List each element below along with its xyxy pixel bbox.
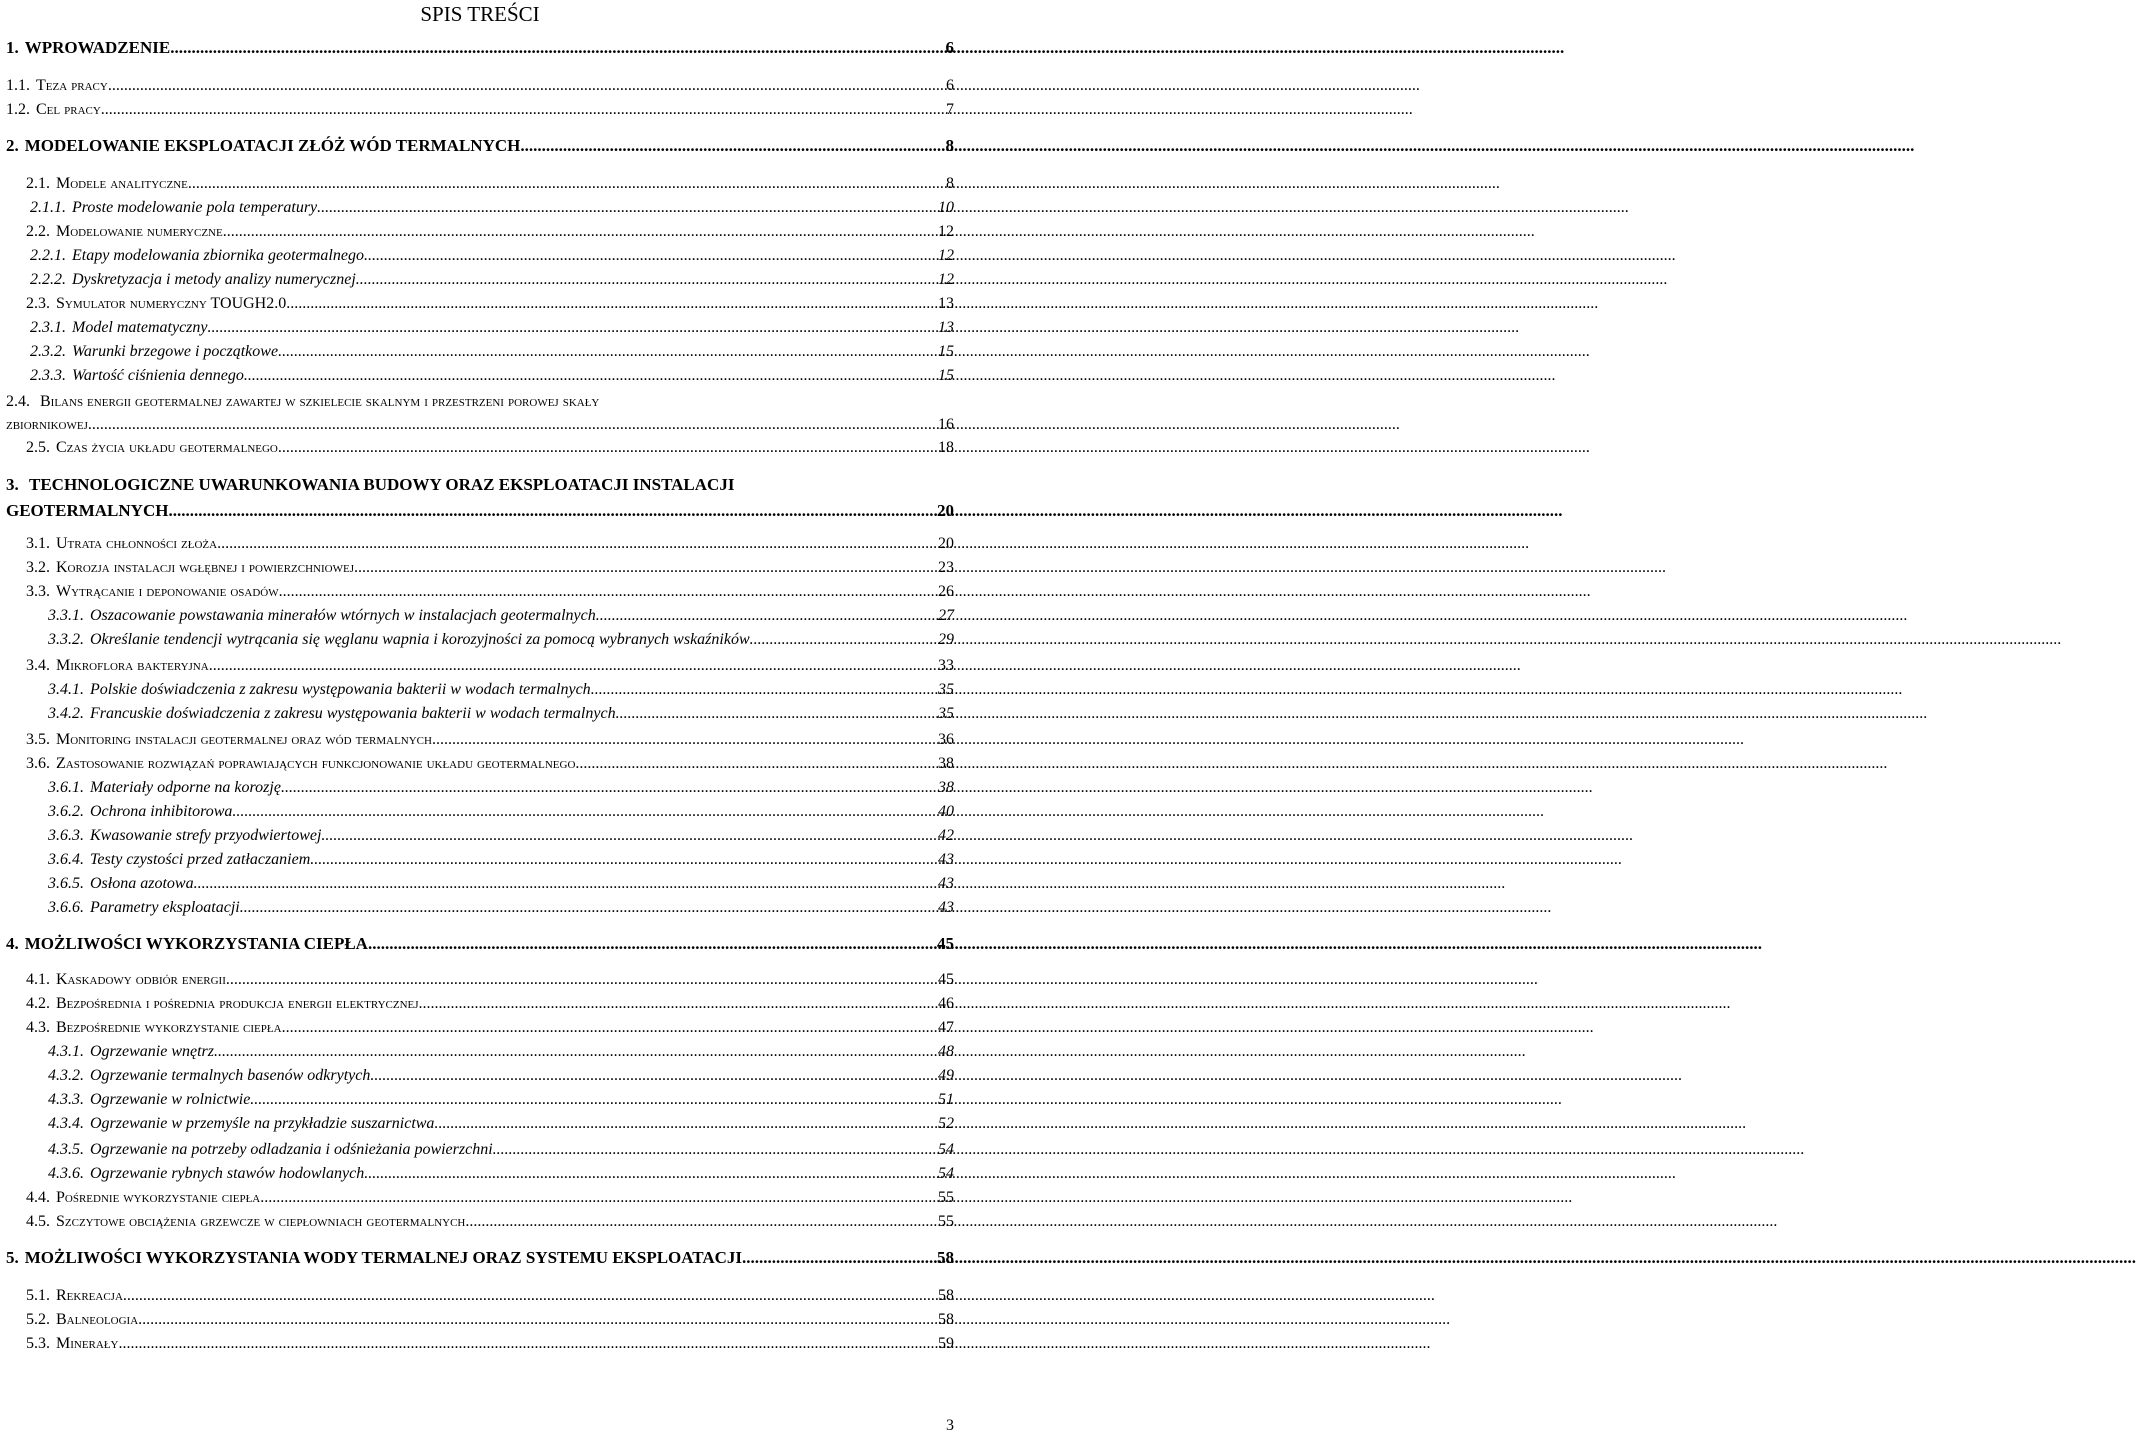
toc-leader-dots	[244, 366, 938, 386]
toc-entry-number: 4.3.5.	[48, 1141, 84, 1158]
toc-leader-dots	[520, 136, 945, 156]
toc-entry-number: 2.4.	[6, 393, 34, 410]
toc-entry-page: 43	[938, 875, 954, 892]
toc-entry[interactable]	[30, 342, 954, 362]
toc-entry-page: 45	[937, 934, 954, 953]
toc-leader-dots	[281, 778, 938, 798]
toc-entry-label: Wytrącanie i deponowanie osadów	[56, 583, 279, 600]
toc-leader-dots	[465, 1212, 938, 1232]
toc-entry-number: 1.	[6, 38, 19, 57]
toc-entry[interactable]	[26, 1286, 954, 1306]
toc-entry[interactable]	[48, 630, 954, 650]
toc-entry-page: 12	[938, 247, 954, 264]
toc-entry[interactable]	[26, 582, 954, 602]
toc-leader-dots	[170, 38, 945, 58]
toc-entry-label: Ogrzewanie wnętrz	[90, 1043, 214, 1060]
toc-leader-dots	[260, 1188, 938, 1208]
toc-entry-number: 4.5.	[26, 1213, 50, 1230]
toc-entry-number: 3.1.	[26, 535, 50, 552]
toc-entry-page: 13	[938, 295, 954, 312]
toc-entry-number: 5.	[6, 1248, 19, 1267]
toc-leader-dots	[194, 874, 938, 894]
toc-entry-label: MOŻLIWOŚCI WYKORZYSTANIA WODY TERMALNEJ ORAZ SYSTEMU EKSPLOATACJI	[24, 1248, 743, 1267]
toc-leader-dots	[123, 1286, 938, 1306]
toc-leader-dots	[214, 1042, 938, 1062]
toc-entry-label: Materiały odporne na korozję	[90, 779, 281, 796]
toc-leader-dots	[168, 498, 937, 524]
toc-entry-page: 55	[938, 1189, 954, 1206]
toc-entry-label: Minerały	[56, 1335, 119, 1352]
toc-entry-page: 8	[946, 175, 954, 192]
toc-entry[interactable]	[26, 1212, 954, 1232]
toc-entry-page: 35	[938, 705, 954, 722]
toc-leader-dots	[321, 826, 938, 846]
toc-entry-label: Mikroflora bakteryjna	[56, 657, 209, 674]
toc-entry-label: Warunki brzegowe i początkowe	[72, 343, 279, 360]
toc-entry[interactable]	[48, 1140, 954, 1160]
toc-entry-page: 36	[938, 731, 954, 748]
toc-leader-dots	[616, 704, 938, 724]
toc-entry-number: 4.3.1.	[48, 1043, 84, 1060]
toc-leader-dots	[434, 1114, 938, 1134]
toc-entry-number: 3.3.2.	[48, 631, 84, 648]
toc-entry[interactable]	[6, 100, 954, 120]
toc-entry-page: 16	[938, 416, 954, 433]
toc-entry[interactable]	[26, 1018, 954, 1038]
toc-entry-page: 6	[945, 38, 954, 57]
toc-entry[interactable]	[26, 1310, 954, 1330]
toc-entry-page: 42	[938, 827, 954, 844]
toc-leader-dots	[223, 222, 938, 242]
toc-leader-dots	[432, 730, 938, 750]
toc-entry-page: 59	[938, 1335, 954, 1352]
toc-leader-dots	[419, 994, 938, 1014]
toc-entry-label: Oszacowanie powstawania minerałów wtórnych w instalacjach geotermalnych	[90, 607, 596, 624]
toc-entry[interactable]	[48, 1066, 954, 1086]
toc-entry-label: Modele analityczne	[56, 175, 188, 192]
toc-entry[interactable]	[26, 970, 954, 990]
toc-leader-dots	[119, 1334, 939, 1354]
toc-leader-dots	[286, 294, 938, 314]
toc-entry[interactable]	[30, 270, 954, 290]
toc-entry-number: 4.3.4.	[48, 1115, 84, 1132]
toc-entry[interactable]	[26, 294, 954, 314]
toc-entry-number: 4.3.2.	[48, 1067, 84, 1084]
toc-entry[interactable]	[26, 754, 954, 774]
toc-entry-label: Teza pracy	[36, 77, 108, 94]
toc-entry-number: 2.	[6, 136, 19, 155]
toc-entry[interactable]	[26, 438, 954, 458]
toc-entry-label: WPROWADZENIE	[24, 38, 171, 57]
toc-entry-number: 3.4.	[26, 657, 50, 674]
toc-leader-dots	[209, 656, 938, 676]
toc-entry-page: 49	[938, 1067, 954, 1084]
toc-entry-page: 40	[938, 803, 954, 820]
toc-entry-label: Parametry eksploatacji	[90, 899, 240, 916]
toc-entry-page: 58	[937, 1248, 954, 1267]
toc-entry-label: Kwasowanie strefy przyodwiertowej	[90, 827, 322, 844]
toc-entry-label: Wartość ciśnienia dennego	[72, 367, 244, 384]
toc-leader-dots	[282, 1018, 938, 1038]
toc-leader-dots	[354, 558, 938, 578]
toc-entry-number: 3.3.	[26, 583, 50, 600]
toc-entry-label: Pośrednie wykorzystanie ciepła	[56, 1189, 261, 1206]
toc-entry-number: 4.3.3.	[48, 1091, 84, 1108]
toc-entry-label: Polskie doświadczenia z zakresu występowania bakterii w wodach termalnych	[90, 681, 591, 698]
toc-entry-number: 4.1.	[26, 971, 50, 988]
toc-entry-label: Ogrzewanie termalnych basenów odkrytych	[90, 1067, 371, 1084]
toc-entry-label: Szczytowe obciążenia grzewcze w ciepłowniach geotermalnych	[56, 1213, 466, 1230]
toc-entry[interactable]	[48, 802, 954, 822]
toc-entry-label: Bezpośrednie wykorzystanie ciepła	[56, 1019, 282, 1036]
toc-entry-page: 54	[938, 1141, 954, 1158]
toc-entry[interactable]	[26, 558, 954, 578]
toc-entry-page: 45	[938, 971, 954, 988]
toc-leader-dots	[742, 1248, 937, 1268]
toc-entry-number: 3.6.3.	[48, 827, 84, 844]
toc-entry-label: Ochrona inhibitorowa	[90, 803, 233, 820]
toc-entry[interactable]	[6, 390, 954, 436]
toc-leader-dots	[226, 970, 938, 990]
toc-leader-dots	[493, 1140, 938, 1160]
toc-entry-number: 4.3.6.	[48, 1165, 84, 1182]
toc-entry[interactable]	[48, 826, 954, 846]
toc-entry-number: 4.	[6, 934, 19, 953]
toc-entry[interactable]	[6, 934, 954, 954]
toc-entry-page: 15	[938, 367, 954, 384]
toc-entry-label: TECHNOLOGICZNE UWARUNKOWANIA BUDOWY ORAZ EKSPLOATACJI INSTALACJI	[29, 475, 735, 494]
toc-entry[interactable]	[26, 994, 954, 1014]
toc-leader-dots	[750, 630, 938, 650]
toc-leader-dots	[278, 438, 938, 458]
toc-entry-number: 5.2.	[26, 1311, 50, 1328]
toc-entry-page: 35	[938, 681, 954, 698]
toc-entry-number: 2.2.2.	[30, 271, 66, 288]
toc-entry[interactable]	[30, 246, 954, 266]
toc-entry-number: 3.3.1.	[48, 607, 84, 624]
toc-entry-label: Etapy modelowania zbiornika geotermalnego	[72, 247, 364, 264]
toc-entry-label: MODELOWANIE EKSPLOATACJI ZŁÓŻ WÓD TERMALNYCH	[24, 136, 521, 155]
toc-entry-label: Cel pracy	[36, 101, 101, 118]
toc-entry-page: 43	[938, 851, 954, 868]
toc-entry-number: 2.1.1.	[30, 199, 66, 216]
toc-entry-number: 2.1.	[26, 175, 50, 192]
toc-leader-dots	[101, 100, 946, 120]
toc-entry[interactable]	[6, 1248, 954, 1268]
toc-entry-page: 58	[938, 1287, 954, 1304]
toc-entry-page: 27	[938, 607, 954, 624]
toc-entry-number: 2.3.	[26, 295, 50, 312]
toc-entry-page: 43	[938, 899, 954, 916]
toc-entry-label: Określanie tendencji wytrącania się węglanu wapnia i korozyjności za pomocą wybranych wskaźników	[90, 631, 750, 648]
toc-entry-label: Balneologia	[56, 1311, 139, 1328]
toc-entry-number: 2.3.1.	[30, 319, 66, 336]
toc-entry[interactable]	[6, 76, 954, 96]
toc-leader-dots	[596, 606, 938, 626]
toc-entry-label: Bezpośrednia i pośrednia produkcja energii elektrycznej	[56, 995, 419, 1012]
toc-entry[interactable]	[26, 730, 954, 750]
toc-entry[interactable]	[26, 174, 954, 194]
toc-entry-label: Bilans energii geotermalnej zawartej w szkielecie skalnym i przestrzeni porowej skały	[40, 393, 600, 410]
toc-entry-page: 6	[946, 77, 954, 94]
toc-entry-page: 33	[938, 657, 954, 674]
toc-entry-number: 5.3.	[26, 1335, 50, 1352]
toc-leader-dots	[575, 754, 938, 774]
toc-entry-page: 54	[938, 1165, 954, 1182]
toc-entry-label: Ogrzewanie w rolnictwie	[90, 1091, 251, 1108]
toc-entry-label: Zastosowanie rozwiązań poprawiających funkcjonowanie układu geotermalnego	[56, 755, 576, 772]
toc-entry-page: 13	[938, 319, 954, 336]
toc-entry[interactable]	[48, 850, 954, 870]
toc-entry-page: 46	[938, 995, 954, 1012]
toc-entry-label: Model matematyczny	[72, 319, 208, 336]
toc-entry[interactable]	[30, 318, 954, 338]
toc-entry-page: 55	[938, 1213, 954, 1230]
toc-entry[interactable]	[48, 606, 954, 626]
toc-leader-dots	[364, 246, 938, 266]
toc-entry-label: Ogrzewanie w przemyśle na przykładzie suszarnictwa	[90, 1115, 435, 1132]
toc-entry-number: 1.2.	[6, 101, 30, 118]
toc-leader-dots	[208, 318, 938, 338]
toc-entry[interactable]	[26, 222, 954, 242]
toc-entry-label: MOŻLIWOŚCI WYKORZYSTANIA CIEPŁA	[24, 934, 368, 953]
toc-entry[interactable]	[6, 136, 954, 156]
toc-entry-page: 20	[937, 501, 954, 520]
toc-leader-dots	[278, 342, 938, 362]
toc-entry-page: 8	[945, 136, 954, 155]
toc-entry-label: Symulator numeryczny TOUGH2.0	[56, 295, 287, 312]
toc-entry-label-continued: zbiornikowej	[6, 416, 88, 433]
toc-leader-dots	[88, 413, 938, 436]
toc-entry[interactable]	[26, 534, 954, 554]
toc-entry-number: 3.5.	[26, 731, 50, 748]
toc-entry-page: 23	[938, 559, 954, 576]
toc-entry-page: 51	[938, 1091, 954, 1108]
toc-entry-page: 15	[938, 343, 954, 360]
toc-entry-page: 52	[938, 1115, 954, 1132]
toc-leader-dots	[368, 934, 937, 954]
toc-leader-dots	[591, 680, 938, 700]
toc-entry-number: 3.6.6.	[48, 899, 84, 916]
toc-entry[interactable]	[48, 704, 954, 724]
toc-entry-label: Dyskretyzacja i metody analizy numerycznej	[72, 271, 356, 288]
toc-leader-dots	[217, 534, 938, 554]
toc-entry[interactable]	[6, 38, 954, 58]
toc-entry-number: 1.1.	[6, 77, 30, 94]
toc-entry-page: 29	[938, 631, 954, 648]
toc-entry-number: 3.4.1.	[48, 681, 84, 698]
toc-entry-number: 3.2.	[26, 559, 50, 576]
toc-entry-number: 3.6.1.	[48, 779, 84, 796]
page-title: SPIS TREŚCI	[420, 2, 540, 26]
toc-entry-number: 3.6.5.	[48, 875, 84, 892]
toc-entry-number: 2.2.	[26, 223, 50, 240]
toc-entry-page: 38	[938, 755, 954, 772]
toc-entry-number: 2.3.3.	[30, 367, 66, 384]
toc-leader-dots	[108, 76, 946, 96]
toc-entry[interactable]	[26, 656, 954, 676]
toc-entry-page: 20	[938, 535, 954, 552]
toc-leader-dots	[232, 802, 938, 822]
toc-entry[interactable]	[48, 874, 954, 894]
toc-leader-dots	[310, 850, 938, 870]
toc-entry[interactable]	[48, 1114, 954, 1134]
toc-entry-label: Ogrzewanie rybnych stawów hodowlanych	[90, 1165, 365, 1182]
toc-entry-label: Modelowanie numeryczne	[56, 223, 223, 240]
toc-leader-dots	[138, 1310, 938, 1330]
toc-leader-dots	[370, 1066, 938, 1086]
toc-entry-number: 3.6.2.	[48, 803, 84, 820]
toc-entry-label: Proste modelowanie pola temperatury	[72, 199, 318, 216]
toc-entry[interactable]	[48, 1164, 954, 1184]
toc-entry[interactable]	[48, 1042, 954, 1062]
toc-entry-number: 4.3.	[26, 1019, 50, 1036]
toc-leader-dots	[240, 898, 938, 918]
toc-leader-dots	[279, 582, 938, 602]
toc-entry-label: Monitoring instalacji geotermalnej oraz wód termalnych	[56, 731, 432, 748]
toc-entry-number: 4.2.	[26, 995, 50, 1012]
toc-entry-label: Osłona azotowa	[90, 875, 194, 892]
toc-entry-label: Ogrzewanie na potrzeby odladzania i odśnieżania powierzchni	[90, 1141, 493, 1158]
toc-entry-label: Korozja instalacji wgłębnej i powierzchniowej	[56, 559, 354, 576]
toc-entry-label: Rekreacja	[56, 1287, 123, 1304]
toc-entry-number: 4.4.	[26, 1189, 50, 1206]
toc-entry-page: 12	[938, 223, 954, 240]
toc-entry-number: 2.2.1.	[30, 247, 66, 264]
toc-entry-page: 38	[938, 779, 954, 796]
toc-entry-page: 48	[938, 1043, 954, 1060]
toc-entry[interactable]	[48, 680, 954, 700]
toc-entry[interactable]	[6, 472, 954, 524]
page-number: 3	[946, 1417, 954, 1434]
toc-entry-number: 3.	[6, 475, 23, 494]
toc-entry-label: Czas życia układu geotermalnego	[56, 439, 278, 456]
toc-entry-number: 2.5.	[26, 439, 50, 456]
toc-entry-number: 5.1.	[26, 1287, 50, 1304]
toc-entry-label: Francuskie doświadczenia z zakresu występowania bakterii w wodach termalnych	[90, 705, 616, 722]
toc-entry[interactable]	[26, 1188, 954, 1208]
toc-entry-page: 12	[938, 271, 954, 288]
toc-entry-label-continued: GEOTERMALNYCH	[6, 501, 169, 520]
toc-leader-dots	[356, 270, 938, 290]
toc-entry-number: 3.4.2.	[48, 705, 84, 722]
toc-entry-page: 10	[938, 199, 954, 216]
toc-entry[interactable]	[48, 778, 954, 798]
toc-entry-number: 3.6.4.	[48, 851, 84, 868]
toc-entry[interactable]	[48, 898, 954, 918]
toc-entry-number: 3.6.	[26, 755, 50, 772]
toc-entry-label: Kaskadowy odbiór energii	[56, 971, 226, 988]
toc-entry-label: Utrata chłonności złoża	[56, 535, 218, 552]
toc-entry[interactable]	[30, 198, 954, 218]
toc-entry-page: 7	[946, 101, 954, 118]
toc-leader-dots	[364, 1164, 938, 1184]
toc-leader-dots	[250, 1090, 938, 1110]
toc-entry-page: 47	[938, 1019, 954, 1036]
toc-entry-page: 58	[938, 1311, 954, 1328]
toc-entry-page: 18	[938, 439, 954, 456]
toc-entry[interactable]	[26, 1334, 954, 1354]
toc-entry-label: Testy czystości przed zatłaczaniem	[90, 851, 311, 868]
toc-entry[interactable]	[48, 1090, 954, 1110]
toc-entry-number: 2.3.2.	[30, 343, 66, 360]
toc-entry[interactable]	[30, 366, 954, 386]
toc-entry-page: 26	[938, 583, 954, 600]
toc-leader-dots	[188, 174, 946, 194]
toc-leader-dots	[317, 198, 938, 218]
